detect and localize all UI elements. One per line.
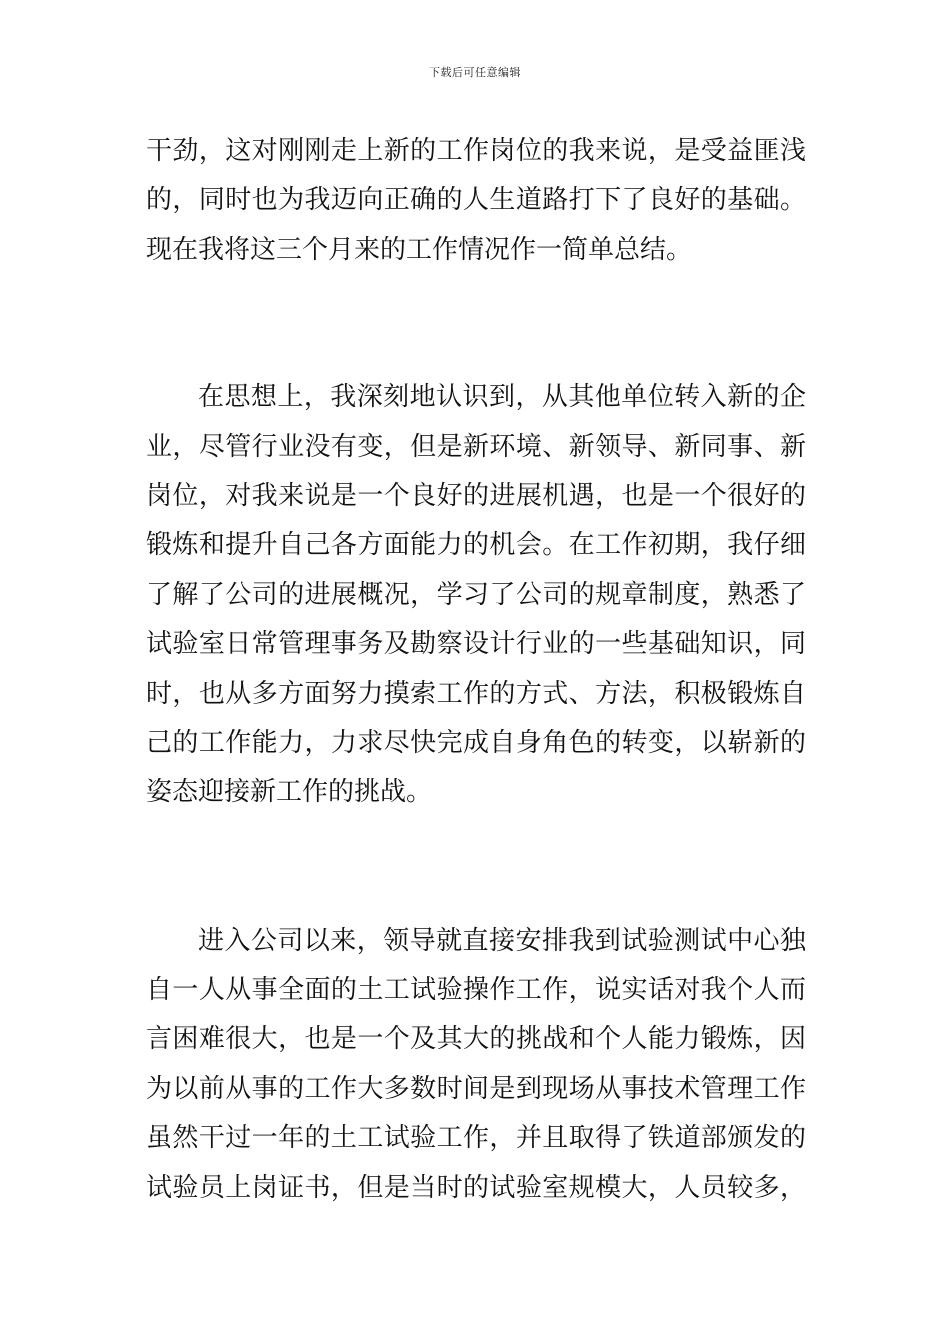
paragraph-line: 岗位，对我来说是一个良好的进展机遇，也是一个很好的 xyxy=(146,480,806,511)
paragraph-line: 姿态迎接新工作的挑战。 xyxy=(146,777,433,808)
paragraph-line: 业，尽管行业没有变，但是新环境、新领导、新同事、新 xyxy=(146,431,806,462)
paragraph-line: 为以前从事的工作大多数时间是到现场从事技术管理工作 xyxy=(146,1073,806,1104)
paragraph-line: 在思想上，我深刻地认识到，从其他单位转入新的企 xyxy=(198,382,806,413)
paragraph-1 xyxy=(146,127,806,275)
paragraph-line: 的，同时也为我迈向正确的人生道路打下了良好的基础。 xyxy=(146,185,806,216)
paragraph-line: 自一人从事全面的土工试验操作工作，说实话对我个人而 xyxy=(146,975,806,1006)
paragraph-line: 锻炼和提升自己各方面能力的机会。在工作初期，我仔细 xyxy=(146,530,806,561)
paragraph-3 xyxy=(146,917,806,1213)
paragraph-spacer xyxy=(146,275,806,373)
paragraph-line: 虽然干过一年的土工试验工作，并且取得了铁道部颁发的 xyxy=(146,1123,806,1154)
paragraph-line: 了解了公司的进展概况，学习了公司的规章制度，熟悉了 xyxy=(146,579,806,610)
paragraph-line: 干劲，这对刚刚走上新的工作岗位的我来说，是受益匪浅 xyxy=(146,136,806,166)
paragraph-line: 现在我将这三个月来的工作情况作一简单总结。 xyxy=(146,234,693,265)
paragraph-line: 言困难很大，也是一个及其大的挑战和个人能力锻炼，因 xyxy=(146,1024,806,1055)
document-body xyxy=(146,127,806,1213)
paragraph-line: 己的工作能力，力求尽快完成自身角色的转变，以崭新的 xyxy=(146,727,806,758)
paragraph-2 xyxy=(146,373,806,818)
paragraph-line: 进入公司以来，领导就直接安排我到试验测试中心独 xyxy=(198,925,806,956)
paragraph-line: 试验室日常管理事务及勘察设计行业的一些基础知识，同 xyxy=(146,629,806,660)
paragraph-spacer xyxy=(146,818,806,917)
paragraph-line: 时，也从多方面努力摸索工作的方式、方法，积极锻炼自 xyxy=(146,678,806,709)
paragraph-line: 试验员上岗证书，但是当时的试验室规模大，人员较多， xyxy=(146,1172,806,1203)
header-note: 下载后可任意编辑 xyxy=(429,66,521,79)
